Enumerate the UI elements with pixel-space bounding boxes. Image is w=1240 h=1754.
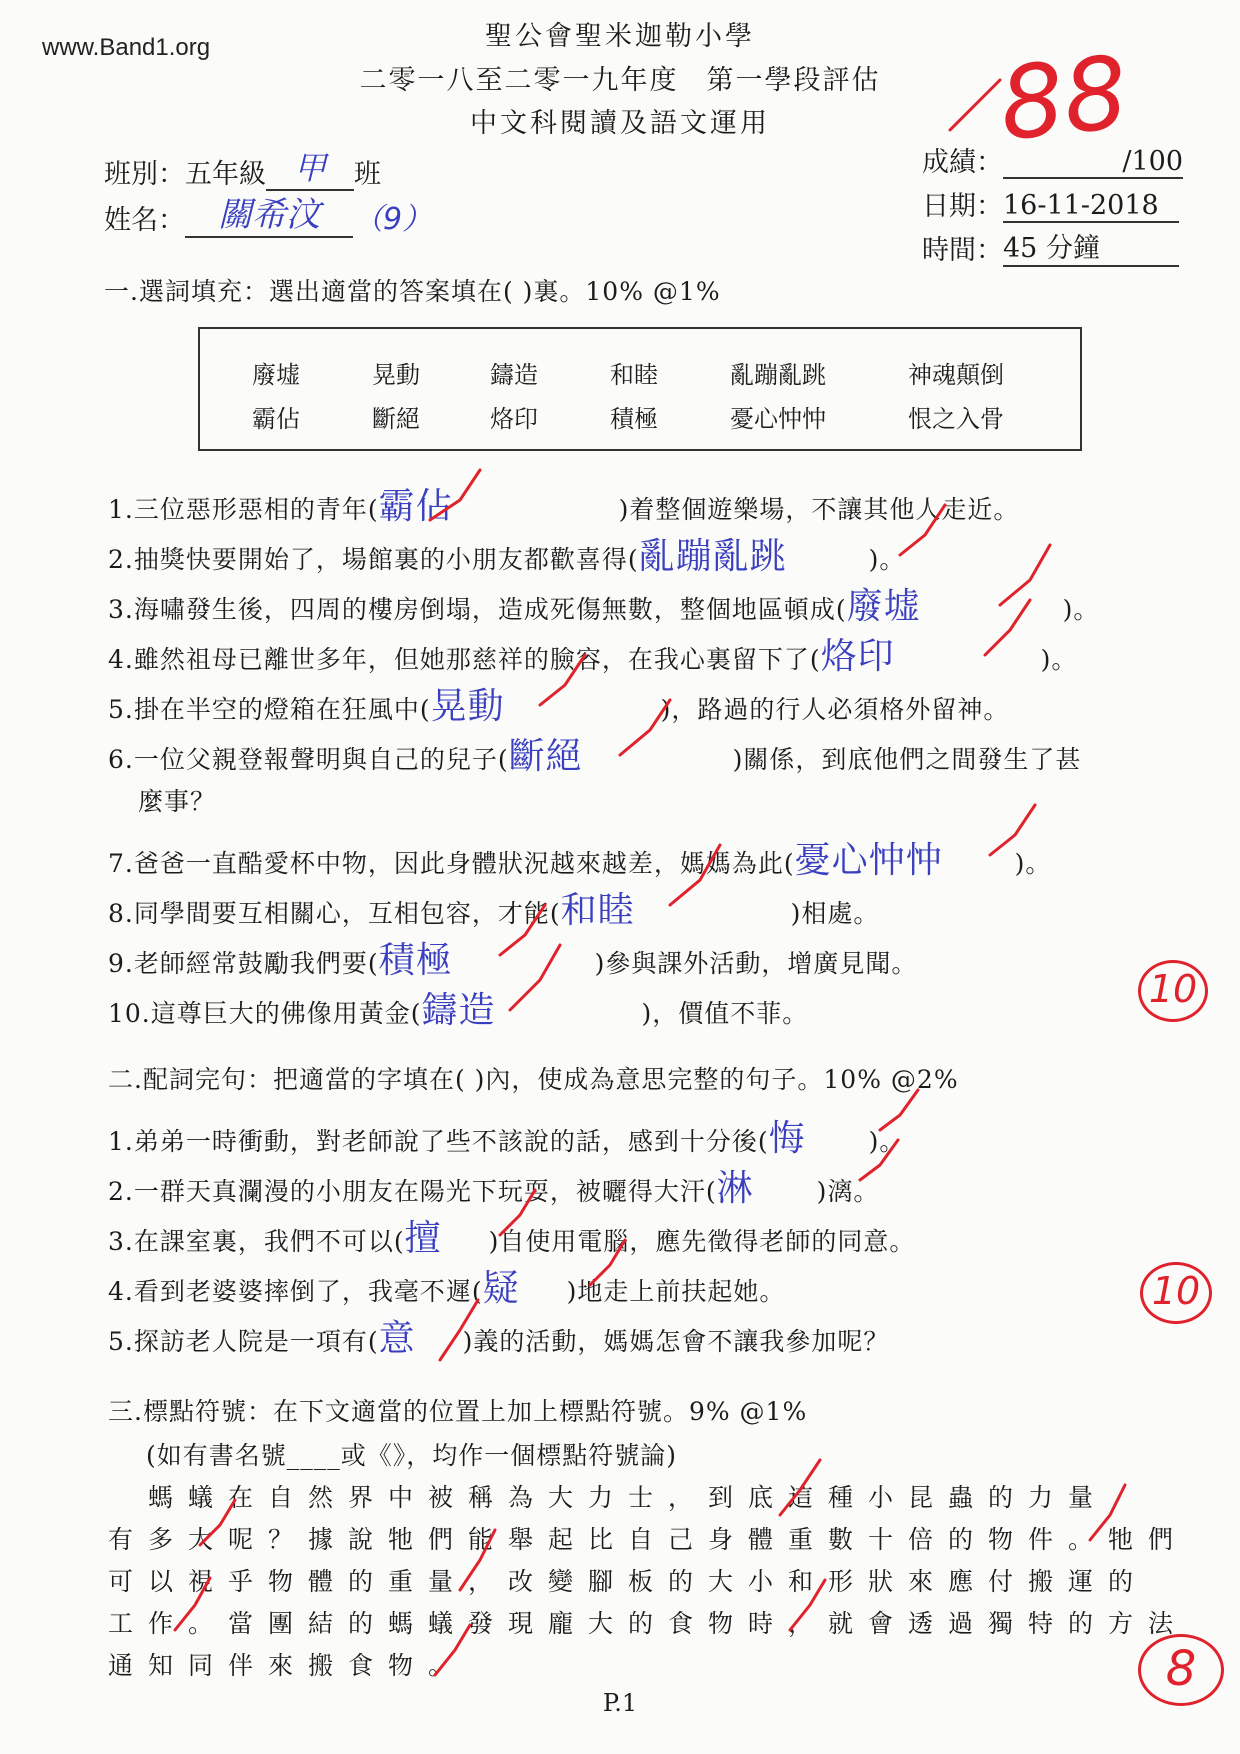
s1-question-10: 10.這尊巨大的佛像用黃金(鑄造 )，價值不菲。 bbox=[108, 982, 808, 1033]
exam-term: 第一學段評估 bbox=[706, 65, 881, 96]
time-field bbox=[922, 226, 1179, 267]
word-bank-item: 晃動 bbox=[372, 361, 420, 389]
word-bank-item: 廢墟 bbox=[252, 361, 300, 389]
s1-answer-10: 鑄造 bbox=[421, 990, 496, 1031]
section3-title: 三.標點符號：在下文適當的位置上加上標點符號。9% @1% bbox=[108, 1397, 808, 1426]
school-name: 聖公會聖米迦勒小學 bbox=[485, 21, 755, 52]
s2-question-5: 5.探訪老人院是一項有(意 )義的活動，媽媽怎會不讓我參加呢？ bbox=[108, 1310, 889, 1361]
s2-question-1: 1.弟弟一時衝動，對老師說了些不該說的話，感到十分後(悔 )。 bbox=[108, 1110, 905, 1161]
passage-line-1: 螞蟻在自然界中被稱為大力士，到底這種小昆蟲的力量 bbox=[108, 1483, 1109, 1512]
date-value: 16-11-2018 bbox=[1003, 190, 1179, 223]
s1-answer-8: 和睦 bbox=[560, 890, 635, 931]
s1-answer-2: 亂蹦亂跳 bbox=[638, 536, 787, 577]
section1-title: 一.選詞填充：選出適當的答案填在( )裏。10% @1% bbox=[104, 277, 721, 306]
section3-score-hw: 8 bbox=[1165, 1641, 1197, 1697]
s1-question-6-cont: 麼事？ bbox=[138, 787, 217, 816]
word-bank-item: 霸佔 bbox=[252, 405, 300, 433]
total-score-hw: 88 bbox=[994, 33, 1134, 164]
section2-title: 二.配詞完句：把適當的字填在( )內，使成為意思完整的句子。10% @2% bbox=[108, 1065, 959, 1094]
section1-score-circle bbox=[1138, 960, 1208, 1022]
subject-title: 中文科閱讀及語文運用 bbox=[470, 108, 770, 139]
class-label: 班別： bbox=[104, 159, 185, 190]
s2-answer-4: 疑 bbox=[482, 1268, 520, 1309]
name-hw: 關希汶 bbox=[218, 195, 320, 235]
class-field bbox=[104, 143, 381, 191]
s2-question-2: 2.一群天真瀾漫的小朋友在陽光下玩耍，被曬得大汗(淋 )漓。 bbox=[108, 1160, 879, 1211]
school-year: 二零一八至二零一九年度 bbox=[359, 65, 679, 96]
student-number-hw: （9） bbox=[353, 202, 433, 237]
word-bank-item: 積極 bbox=[610, 405, 658, 433]
word-bank-item: 恨之入骨 bbox=[908, 405, 1004, 433]
date-label: 日期： bbox=[922, 191, 1003, 222]
s2-answer-1: 悔 bbox=[768, 1118, 806, 1159]
page-number: P.1 bbox=[602, 1689, 638, 1717]
s1-answer-7: 憂心忡忡 bbox=[794, 840, 943, 881]
score-label: 成績： bbox=[922, 147, 1003, 178]
class-hw: 甲 bbox=[293, 149, 326, 187]
time-value: 45 分鐘 bbox=[1003, 226, 1179, 267]
s1-question-5: 5.掛在半空的燈箱在狂風中(晃動 )，路過的行人必須格外留神。 bbox=[108, 678, 1009, 729]
passage-line-3: 可以視乎物體的重量，改變腳板的大小和形狀來應付搬運的 bbox=[108, 1567, 1149, 1596]
name-label: 姓名： bbox=[104, 205, 185, 236]
word-bank-item: 烙印 bbox=[490, 405, 538, 433]
word-bank-item: 和睦 bbox=[610, 361, 658, 389]
s2-question-3: 3.在課室裏，我們不可以(擅 )自使用電腦，應先徵得老師的同意。 bbox=[108, 1210, 915, 1261]
name-field bbox=[104, 187, 432, 238]
time-label: 時間： bbox=[922, 235, 1003, 266]
class-grade: 五年級 bbox=[185, 159, 266, 190]
word-bank-item: 鑄造 bbox=[490, 361, 538, 389]
section2-score-hw: 10 bbox=[1151, 1269, 1201, 1313]
watermark: www.Band1.org bbox=[42, 34, 211, 61]
s2-answer-5: 意 bbox=[378, 1318, 416, 1359]
s1-question-3: 3.海嘯發生後，四周的樓房倒塌，造成死傷無數，整個地區頓成(廢墟 )。 bbox=[108, 578, 1099, 629]
s1-question-6: 6.一位父親登報聲明與自己的兒子(斷絕 )關係，到底他們之間發生了甚 bbox=[108, 728, 1081, 779]
passage-line-5: 通知同伴來搬食物。 bbox=[108, 1651, 469, 1680]
word-bank-item: 斷絕 bbox=[372, 405, 420, 433]
word-bank bbox=[198, 327, 1082, 451]
s1-question-8: 8.同學間要互相關心，互相包容，才能(和睦 )相處。 bbox=[108, 882, 879, 933]
s1-answer-3: 廢墟 bbox=[846, 586, 921, 627]
s1-answer-6: 斷絕 bbox=[508, 736, 583, 777]
section2-score-circle bbox=[1140, 1262, 1212, 1324]
s1-answer-9: 積極 bbox=[378, 940, 453, 981]
passage-line-4: 工作。當團結的螞蟻發現龐大的食物時，就會透過獨特的方法 bbox=[108, 1609, 1189, 1638]
s1-question-9: 9.老師經常鼓勵我們要(積極 )參與課外活動，增廣見聞。 bbox=[108, 932, 917, 983]
s1-question-4: 4.雖然祖母已離世多年，但她那慈祥的臉容，在我心裏留下了(烙印 )。 bbox=[108, 628, 1077, 679]
word-bank-item: 亂蹦亂跳 bbox=[730, 361, 826, 389]
word-bank-item: 憂心忡忡 bbox=[730, 405, 826, 433]
s2-answer-2: 淋 bbox=[716, 1168, 754, 1209]
s1-answer-5: 晃動 bbox=[430, 686, 505, 727]
s1-answer-4: 烙印 bbox=[820, 636, 895, 677]
date-field bbox=[922, 184, 1179, 223]
s1-question-1: 1.三位惡形惡相的青年(霸佔 )着整個遊樂場，不讓其他人走近。 bbox=[108, 478, 1019, 529]
passage-line-2: 有多大呢？據說牠們能舉起比自己身體重數十倍的物件。牠們 bbox=[108, 1525, 1189, 1554]
section1-score-hw: 10 bbox=[1148, 967, 1198, 1011]
s2-answer-3: 擅 bbox=[404, 1218, 442, 1259]
score-total: /100 bbox=[1003, 146, 1183, 179]
section3-note: (如有書名號____或《》，均作一個標點符號論) bbox=[146, 1441, 678, 1470]
s1-answer-1: 霸佔 bbox=[378, 486, 453, 527]
word-bank-item: 神魂顛倒 bbox=[908, 361, 1004, 389]
s2-question-4: 4.看到老婆婆摔倒了，我毫不遲(疑 )地走上前扶起她。 bbox=[108, 1260, 785, 1311]
s1-question-2: 2.抽獎快要開始了，場館裏的小朋友都歡喜得(亂蹦亂跳 )。 bbox=[108, 528, 905, 579]
s1-question-7: 7.爸爸一直酷愛杯中物，因此身體狀況越來越差，媽媽為此(憂心忡忡 )。 bbox=[108, 832, 1051, 883]
class-suffix: 班 bbox=[354, 159, 381, 190]
